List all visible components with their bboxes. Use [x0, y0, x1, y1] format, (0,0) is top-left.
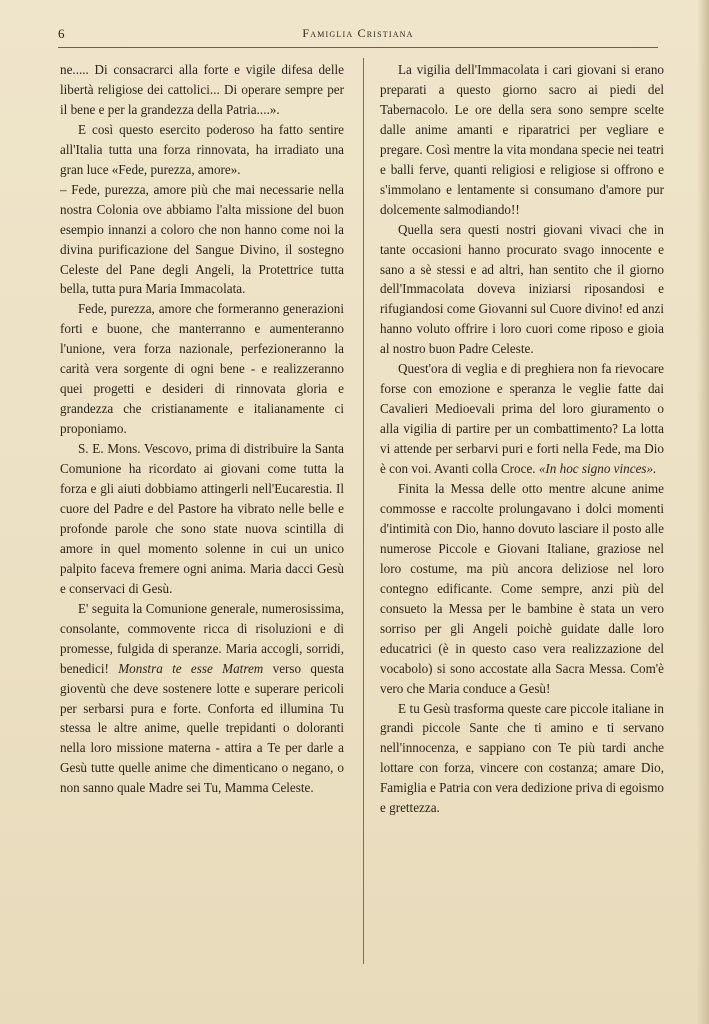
latin-quote: Monstra te esse Matrem [118, 660, 264, 676]
header-rule [58, 47, 658, 48]
paragraph: – Fede, purezza, amore più che mai necessarie nella nostra Colonia ove abbiamo l'alta missione del buon esempio innanzi a coloro che non hanno come noi la divina purificazione del Sangue Divino, il sostegno Celeste del Pane degli Angeli, la Protettrice tutta bella, tutta pura Maria Immacolata. [60, 181, 344, 297]
left-column [60, 60, 344, 798]
paragraph: E così questo esercito poderoso ha fatto sentire all'Italia tutta una forza rinnovata, ha irradiato una gran luce «Fede, purezza, amore». [60, 121, 344, 177]
page-number: 6 [58, 26, 65, 41]
paragraph: La vigilia dell'Immacolata i cari giovani si erano preparati a questo giorno sacro ai piedi del Tabernacolo. Le ore della sera sono sempre scelte dalle anime amanti e riparatrici per vegliare e pregare. Così mentre la vita mondana specie nei teatri e balli ferve, quanti religiosi e religiose si offrono e s'immolano e lentamente si consumano d'amore pur dolcemente salmodiando!! [380, 62, 664, 217]
paragraph: Fede, purezza, amore che formeranno generazioni forti e buone, che manterranno e aumenteranno l'unione, vera forza nazionale, perfezioneranno la carità vera sorgente di ogni bene - e realizzeranno quei progetti e desideri di rinnovata gloria e grandezza che cristianamente e italianamente ci proponiamo. [60, 301, 344, 437]
paragraph: S. E. Mons. Vescovo, prima di distribuire la Santa Comunione ha ricordato ai giovani come tutta la forza e gli aiuti dobbiamo attingerli nell'Eucarestia. Il cuore del Padre e del Pastore ha vibrato nelle belle e profonde parole che sono state nuova scintilla di amore in quel momento solenne in cui un unico palpito faceva fremere ogni anima. Maria dacci Gesù e conservaci di Gesù. [60, 441, 344, 596]
page-header [58, 24, 658, 44]
running-title: Famiglia Cristiana [302, 26, 414, 40]
paragraph: Quella sera questi nostri giovani vivaci che in tante occasioni hanno procurato svago innocente e sano a sè stessi e ad altri, han sentito che il giorno dell'Immacolata doveva iniziarsi riposandosi e rifugiandosi come Giovanni sul Cuore divino! ed anzi hanno voluto offrire i loro cuori come riposo e gioia al nostro buon Padre Celeste. [380, 221, 664, 357]
paragraph [380, 359, 664, 479]
paragraph-text: Quest'ora di veglia e di preghiera non fa rievocare forse con emozione e speranza le veglie fatte dai Cavalieri Medioevali prima del loro giuramento o alla vigilia di partire per un combattimento? La lotta vi attende per serbarvi puri e forti nella Fede, ma Dio è con voi. Avanti colla Croce. [380, 361, 664, 477]
paragraph-text: verso questa gioventù che deve sostenere lotte e superare pericoli per serbarsi pura e forte. Conforta ed illumina Tu stessa le altre anime, quelle trepidanti o doloranti nella loro missione materna - attira a Te per darle a Gesù tutte quelle anime che dimenticano o negano, o non sanno quale Madre sei Tu, Mamma Celeste. [60, 660, 344, 796]
paragraph-text: E' seguita la Comunione generale, numerosissima, consolante, commovente ricca di risoluzioni e di promesse, fulgida di speranze. Maria accogli, sorridi, benedici! [60, 600, 344, 676]
column-divider [363, 58, 364, 964]
paragraph: ne..... Di consacrarci alla forte e vigile difesa delle libertà religiose dei cattolici... Di operare sempre per il bene e per la grandezza della Patria....». [60, 62, 344, 117]
right-column [380, 60, 664, 818]
paragraph: Finita la Messa delle otto mentre alcune anime commosse e raccolte prolungavano i dolci momenti d'intimità con Dio, hanno dovuto lasciare il posto alle numerose Piccole e Giovani Italiane, graziose nel loro costume, ma più ancora deliziose nel loro contegno edificante. Come sempre, anzi più del consueto la Messa per le bambine è stata un vero sorriso per gli Angeli poichè guidate dalle loro educatrici (è in questo caso vera realizzazione del vocabolo) si sono accostate alla Sacra Messa. Com'è vero che Maria conduce a Gesù! [380, 481, 664, 696]
paragraph [60, 599, 344, 799]
latin-motto: «In hoc signo vinces». [538, 461, 657, 477]
paragraph: E tu Gesù trasforma queste care piccole italiane in grandi piccole Sante che ti amino e ti servano nell'innocenza, e sappiano con Te più tardi anche lottare con forza, vincere con costanza; amare Dio, Famiglia e Patria con vera dedizione priva di egoismo e grettezza. [380, 700, 664, 816]
